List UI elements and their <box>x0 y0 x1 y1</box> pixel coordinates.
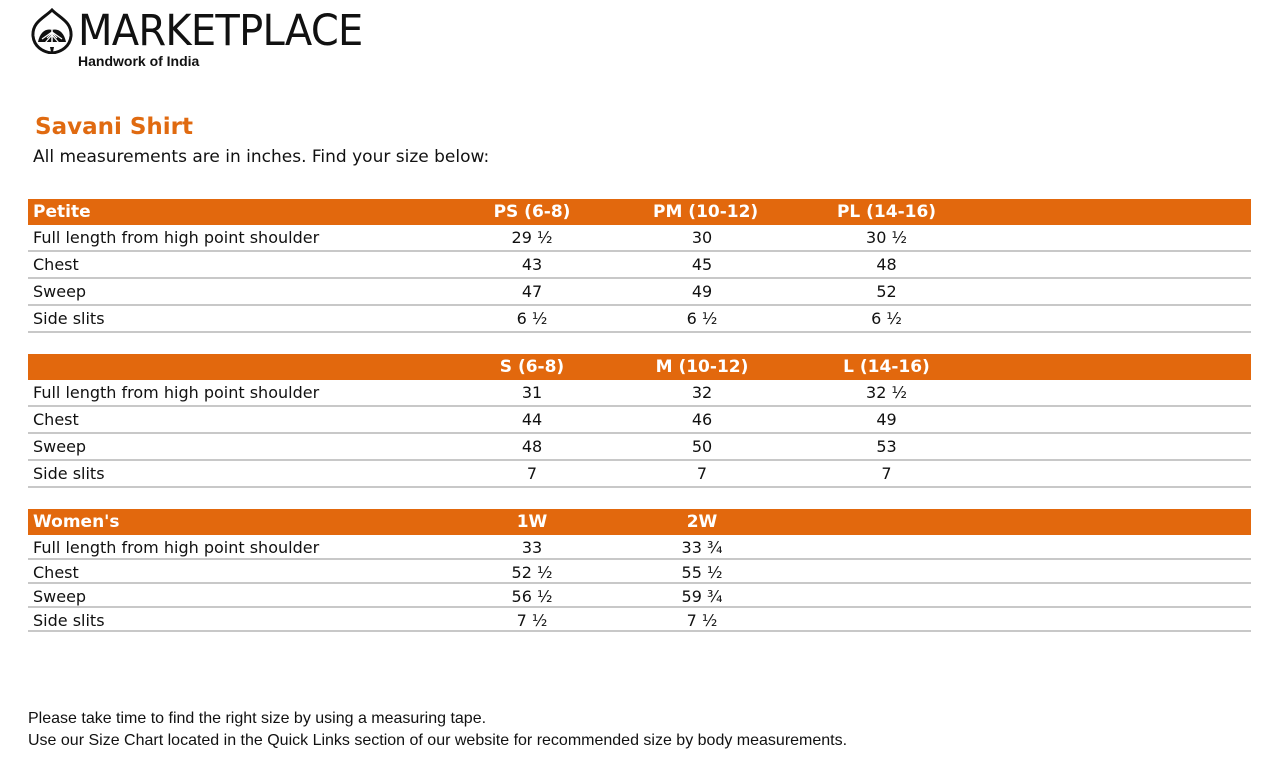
cell-value: 32 <box>691 383 713 402</box>
row-label: Sweep <box>33 587 87 606</box>
size-header: 1W <box>516 512 548 532</box>
table-name: Women's <box>33 512 120 532</box>
table-row <box>28 225 1251 252</box>
size-header: L (14-16) <box>843 357 930 377</box>
table-row <box>28 380 1251 407</box>
row-label: Side slits <box>33 309 105 328</box>
cell-value: 45 <box>691 255 713 274</box>
cell-value: 33 <box>521 538 543 557</box>
size-table-womens <box>28 509 1251 632</box>
cell-value: 55 ½ <box>681 563 723 582</box>
table-name: Petite <box>33 202 91 222</box>
size-header: PL (14-16) <box>836 202 937 222</box>
table-row <box>28 407 1251 434</box>
cell-value: 6 ½ <box>686 309 718 328</box>
cell-value: 31 <box>521 383 543 402</box>
size-header: PS (6-8) <box>493 202 571 222</box>
cell-value: 7 ½ <box>686 611 718 630</box>
brand-name[interactable]: MARKETPLACE <box>78 6 363 56</box>
cell-value: 47 <box>521 282 543 301</box>
cell-value: 52 ½ <box>511 563 553 582</box>
table-header <box>28 509 1251 535</box>
cell-value: 7 <box>881 464 892 483</box>
cell-value: 59 ¾ <box>681 587 723 606</box>
size-table-regular <box>28 354 1251 488</box>
row-label: Sweep <box>33 282 87 301</box>
footer-note: Use our Size Chart located in the Quick Links section of our website for recommended size by body measurements. <box>28 732 848 749</box>
row-label: Chest <box>33 410 79 429</box>
row-label: Full length from high point shoulder <box>33 228 320 247</box>
leaf-emblem-icon <box>30 8 74 54</box>
cell-value: 50 <box>691 437 713 456</box>
row-label: Sweep <box>33 437 87 456</box>
cell-value: 43 <box>521 255 543 274</box>
size-header: S (6-8) <box>499 357 565 377</box>
cell-value: 49 <box>691 282 713 301</box>
cell-value: 30 <box>691 228 713 247</box>
page-subtitle: All measurements are in inches. Find your size below: <box>33 147 490 167</box>
cell-value: 56 ½ <box>511 587 553 606</box>
row-label: Full length from high point shoulder <box>33 383 320 402</box>
row-label: Side slits <box>33 611 105 630</box>
table-row <box>28 279 1251 306</box>
table-row <box>28 535 1251 560</box>
row-label: Chest <box>33 255 79 274</box>
cell-value: 44 <box>521 410 543 429</box>
cell-value: 7 <box>526 464 538 483</box>
table-row <box>28 584 1251 608</box>
row-label: Chest <box>33 563 79 582</box>
row-label: Full length from high point shoulder <box>33 538 320 557</box>
table-row <box>28 560 1251 584</box>
cell-value: 7 <box>696 464 708 483</box>
row-label: Side slits <box>33 464 105 483</box>
cell-value: 7 ½ <box>516 611 548 630</box>
size-table-petite <box>28 199 1251 333</box>
table-row <box>28 252 1251 279</box>
cell-value: 6 ½ <box>516 309 548 328</box>
cell-value: 46 <box>691 410 713 429</box>
size-header: M (10-12) <box>655 357 749 377</box>
cell-value: 52 <box>876 282 897 301</box>
table-row <box>28 461 1251 488</box>
table-header <box>28 199 1251 225</box>
table-row <box>28 306 1251 333</box>
cell-value: 33 ¾ <box>681 538 723 557</box>
table-row <box>28 434 1251 461</box>
cell-value: 48 <box>876 255 897 274</box>
cell-value: 49 <box>876 410 897 429</box>
cell-value: 48 <box>521 437 543 456</box>
cell-value: 29 ½ <box>511 228 553 247</box>
page-title: Savani Shirt <box>35 114 194 140</box>
table-header <box>28 354 1251 380</box>
size-header: PM (10-12) <box>653 202 759 222</box>
cell-value: 30 ½ <box>866 228 907 247</box>
brand-tagline: Handwork of India <box>78 53 200 69</box>
footer-note: Please take time to find the right size by using a measuring tape. <box>28 710 487 727</box>
cell-value: 53 <box>876 437 897 456</box>
table-row <box>28 608 1251 632</box>
size-header: 2W <box>686 512 718 532</box>
cell-value: 6 ½ <box>871 309 902 328</box>
cell-value: 32 ½ <box>866 383 907 402</box>
